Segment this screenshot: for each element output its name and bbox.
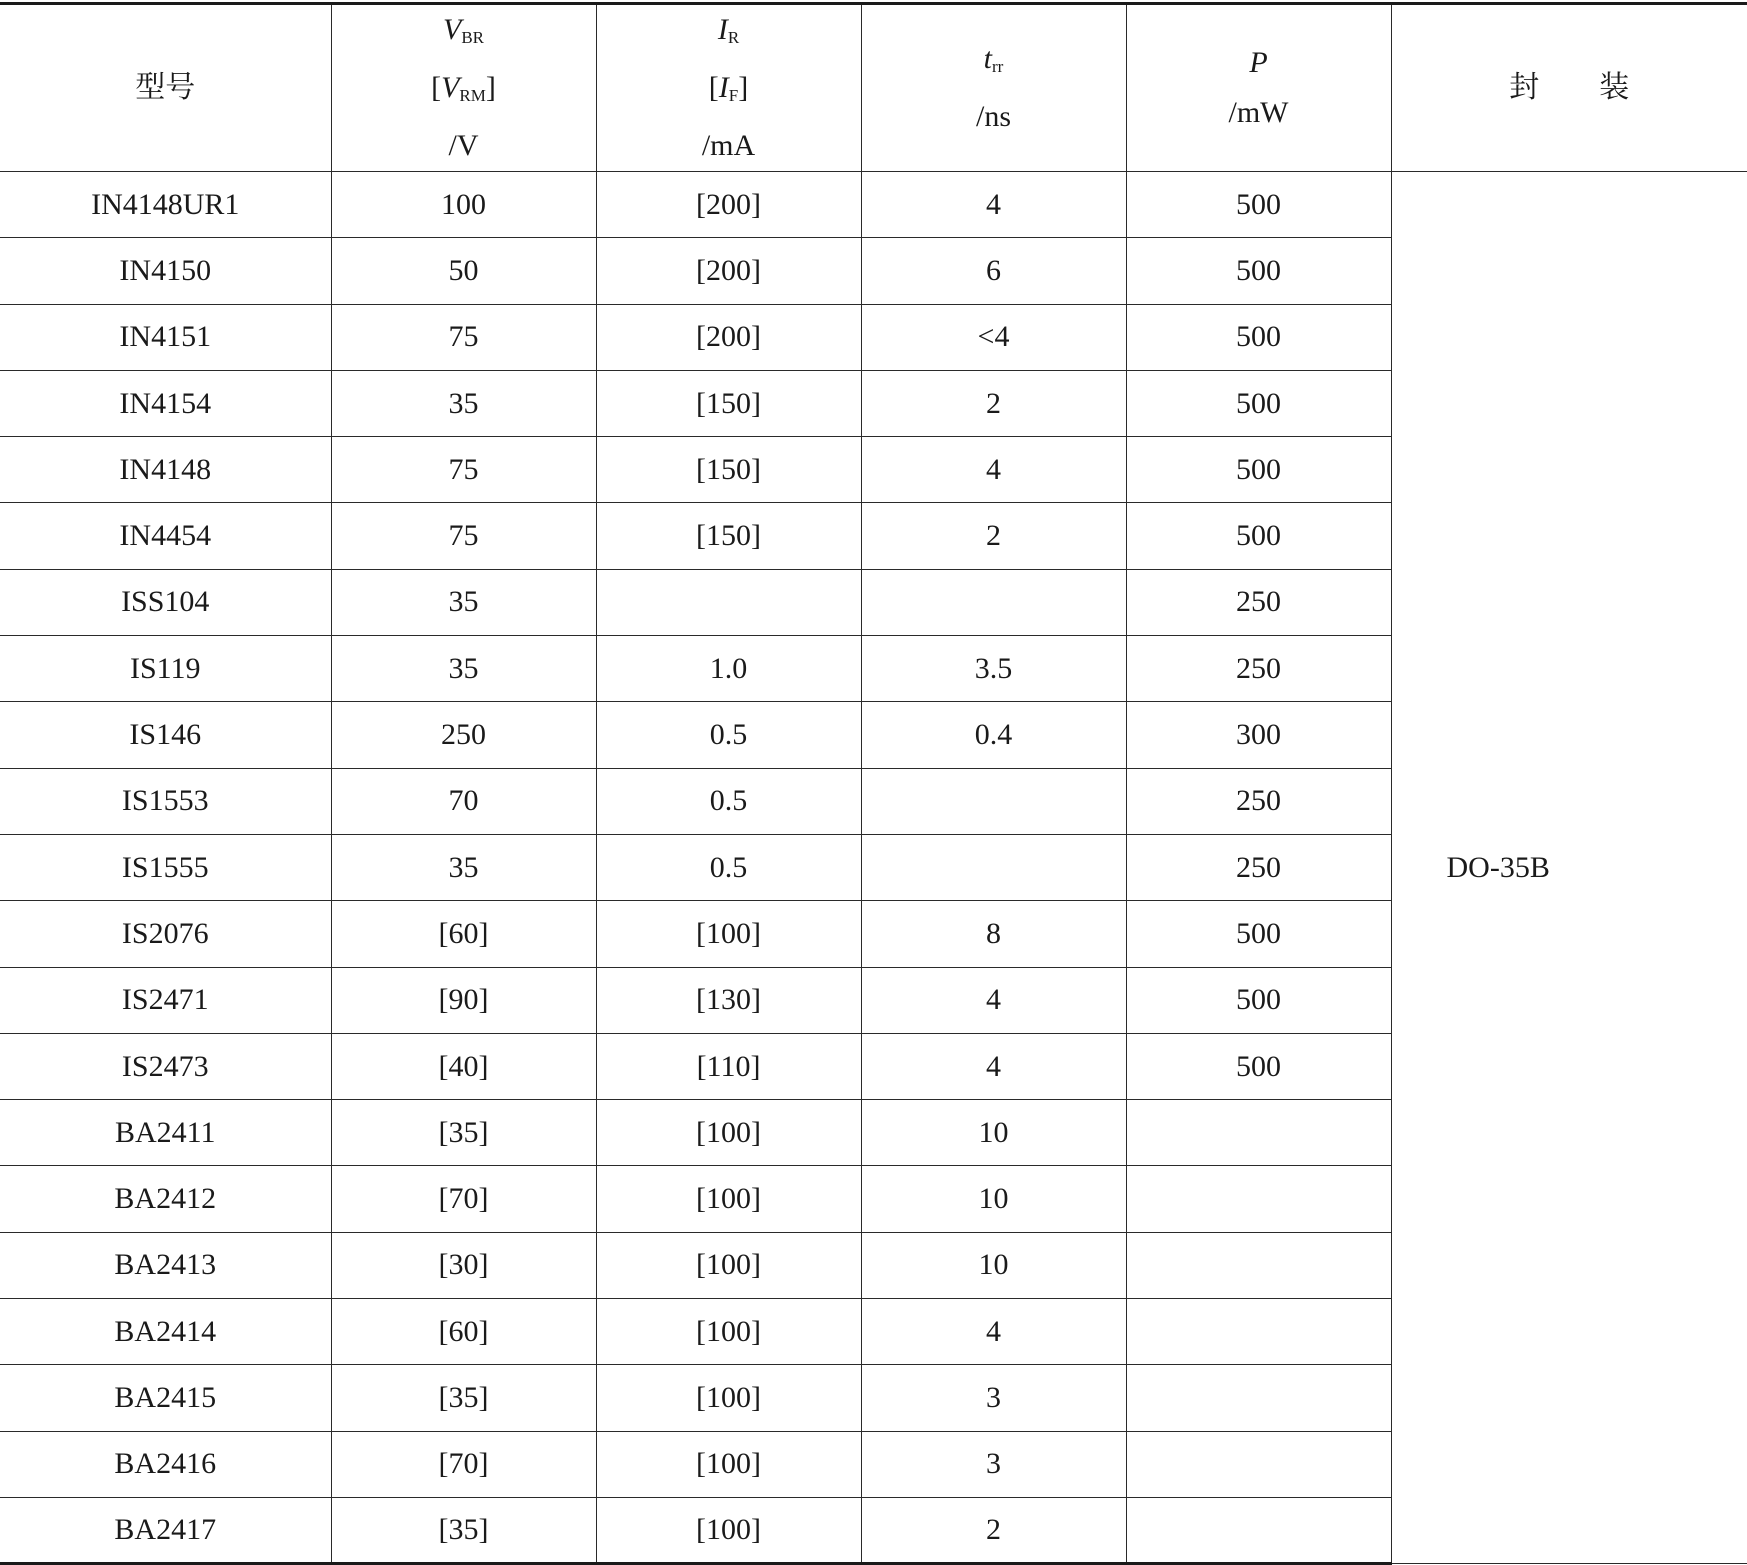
- cell-trr: [861, 834, 1126, 900]
- cell-vbr: [40]: [331, 1033, 596, 1099]
- cell-trr: [861, 569, 1126, 635]
- cell-trr: 3: [861, 1365, 1126, 1431]
- header-trr-unit: /ns: [975, 100, 1011, 133]
- cell-vbr: [35]: [331, 1497, 596, 1563]
- cell-p: [1126, 1166, 1391, 1232]
- cell-model: BA2416: [0, 1431, 331, 1497]
- cell-vbr: 250: [331, 702, 596, 768]
- header-vbr-unit: /V: [448, 129, 479, 162]
- cell-p: [1126, 1232, 1391, 1298]
- cell-trr: 6: [861, 238, 1126, 304]
- cell-model: BA2415: [0, 1365, 331, 1431]
- cell-vbr: 75: [331, 503, 596, 569]
- cell-model: IS2471: [0, 967, 331, 1033]
- cell-ir: [100]: [596, 1497, 861, 1563]
- header-ir: [596, 4, 861, 172]
- cell-vbr: [30]: [331, 1232, 596, 1298]
- cell-ir: [150]: [596, 503, 861, 569]
- cell-p: 500: [1126, 1033, 1391, 1099]
- header-vbr: [331, 4, 596, 172]
- cell-ir: [100]: [596, 1299, 861, 1365]
- cell-model: BA2412: [0, 1166, 331, 1232]
- diode-spec-table: [0, 2, 1747, 1565]
- cell-p: [1126, 1431, 1391, 1497]
- cell-ir: [100]: [596, 1166, 861, 1232]
- cell-p: 250: [1126, 636, 1391, 702]
- cell-trr: 2: [861, 503, 1126, 569]
- cell-p: 500: [1126, 304, 1391, 370]
- cell-ir: [100]: [596, 1232, 861, 1298]
- cell-model: IN4150: [0, 238, 331, 304]
- cell-model: IS1555: [0, 834, 331, 900]
- cell-trr: 2: [861, 370, 1126, 436]
- cell-trr: 3.5: [861, 636, 1126, 702]
- cell-ir: 0.5: [596, 834, 861, 900]
- cell-p: 500: [1126, 967, 1391, 1033]
- cell-model: IN4454: [0, 503, 331, 569]
- cell-ir: [150]: [596, 437, 861, 503]
- cell-ir: 0.5: [596, 702, 861, 768]
- cell-trr: 4: [861, 967, 1126, 1033]
- cell-trr: 10: [861, 1100, 1126, 1166]
- cell-trr: 10: [861, 1232, 1126, 1298]
- cell-vbr: 35: [331, 636, 596, 702]
- cell-vbr: 35: [331, 370, 596, 436]
- cell-p: [1126, 1299, 1391, 1365]
- cell-vbr: 35: [331, 569, 596, 635]
- cell-model: IS1553: [0, 768, 331, 834]
- header-p: [1126, 4, 1391, 172]
- cell-ir: [150]: [596, 370, 861, 436]
- cell-model: BA2411: [0, 1100, 331, 1166]
- cell-trr: [861, 768, 1126, 834]
- cell-model: BA2414: [0, 1299, 331, 1365]
- cell-ir: 0.5: [596, 768, 861, 834]
- cell-p: [1126, 1497, 1391, 1563]
- cell-model: IS119: [0, 636, 331, 702]
- cell-vbr: [35]: [331, 1365, 596, 1431]
- header-ir-symbol: $I_R$: [717, 13, 740, 47]
- cell-p: 500: [1126, 503, 1391, 569]
- header-if-symbol: $[I_F]$: [708, 71, 749, 105]
- cell-vbr: 100: [331, 172, 596, 238]
- cell-model: IN4154: [0, 370, 331, 436]
- cell-ir: 1.0: [596, 636, 861, 702]
- cell-vbr: 35: [331, 834, 596, 900]
- header-ir-unit: /mA: [701, 129, 756, 162]
- cell-ir: [110]: [596, 1033, 861, 1099]
- cell-ir: [130]: [596, 967, 861, 1033]
- cell-ir: [596, 569, 861, 635]
- cell-model: IS2076: [0, 901, 331, 967]
- cell-vbr: [60]: [331, 1299, 596, 1365]
- cell-trr: 4: [861, 172, 1126, 238]
- header-package-label: 封 装: [1509, 70, 1630, 105]
- cell-trr: 4: [861, 437, 1126, 503]
- header-model-label: 型号: [135, 70, 196, 105]
- cell-trr: 8: [861, 901, 1126, 967]
- cell-trr: 3: [861, 1431, 1126, 1497]
- cell-vbr: 75: [331, 304, 596, 370]
- cell-p: 250: [1126, 569, 1391, 635]
- cell-model: IS146: [0, 702, 331, 768]
- cell-ir: [100]: [596, 1431, 861, 1497]
- cell-model: ISS104: [0, 569, 331, 635]
- cell-trr: 10: [861, 1166, 1126, 1232]
- header-vbr-symbol: $V_{BR}$: [442, 13, 484, 47]
- cell-vbr: [70]: [331, 1166, 596, 1232]
- cell-ir: [200]: [596, 304, 861, 370]
- cell-model: IN4148: [0, 437, 331, 503]
- cell-p: 500: [1126, 172, 1391, 238]
- cell-vbr: [70]: [331, 1431, 596, 1497]
- cell-p: 300: [1126, 702, 1391, 768]
- header-p-unit: /mW: [1228, 96, 1289, 129]
- cell-model: IN4148UR1: [0, 172, 331, 238]
- cell-p: 250: [1126, 834, 1391, 900]
- cell-ir: [200]: [596, 238, 861, 304]
- cell-vbr: [35]: [331, 1100, 596, 1166]
- header-row: [0, 4, 1747, 172]
- cell-model: BA2417: [0, 1497, 331, 1563]
- cell-p: 500: [1126, 238, 1391, 304]
- cell-p: 250: [1126, 768, 1391, 834]
- cell-vbr: 50: [331, 238, 596, 304]
- cell-trr: 0.4: [861, 702, 1126, 768]
- cell-model: IS2473: [0, 1033, 331, 1099]
- header-trr: [861, 4, 1126, 172]
- header-trr-symbol: $t_{rr}$: [983, 42, 1004, 76]
- cell-p: 500: [1126, 437, 1391, 503]
- cell-ir: [100]: [596, 1365, 861, 1431]
- cell-ir: [100]: [596, 901, 861, 967]
- cell-ir: [100]: [596, 1100, 861, 1166]
- header-p-symbol: P: [1249, 46, 1268, 79]
- cell-ir: [200]: [596, 172, 861, 238]
- cell-p: [1126, 1100, 1391, 1166]
- cell-trr: 4: [861, 1299, 1126, 1365]
- cell-trr: 2: [861, 1497, 1126, 1563]
- cell-vbr: 75: [331, 437, 596, 503]
- table-row: [0, 172, 1747, 238]
- cell-package: DO-35B: [1391, 172, 1747, 1564]
- cell-trr: <4: [861, 304, 1126, 370]
- cell-vbr: [90]: [331, 967, 596, 1033]
- cell-vbr: 70: [331, 768, 596, 834]
- cell-vbr: [60]: [331, 901, 596, 967]
- header-vrm-symbol: $[V_{RM}]$: [431, 71, 496, 105]
- header-package: [1391, 4, 1747, 172]
- cell-model: IN4151: [0, 304, 331, 370]
- cell-p: 500: [1126, 901, 1391, 967]
- table-body: [0, 172, 1747, 1564]
- cell-trr: 4: [861, 1033, 1126, 1099]
- cell-p: 500: [1126, 370, 1391, 436]
- cell-p: [1126, 1365, 1391, 1431]
- cell-model: BA2413: [0, 1232, 331, 1298]
- header-model: [0, 4, 331, 172]
